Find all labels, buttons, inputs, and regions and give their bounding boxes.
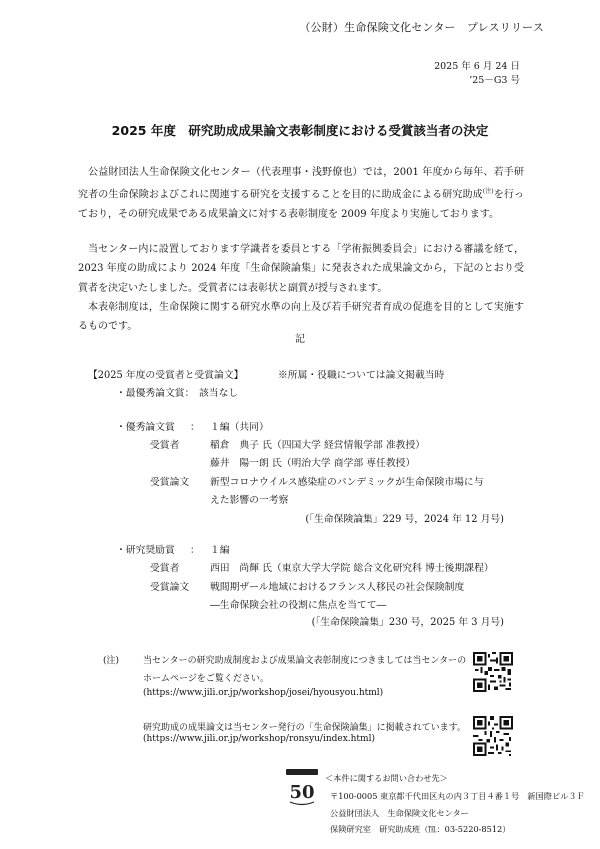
- intro-paragraph-3: 本表彰制度は，生命保険に関する研究水準の向上及び若手研究者育成の促進を目的として実施するものです。: [78, 302, 524, 333]
- note-1-line-2: ホームページをご覧ください。: [143, 674, 269, 684]
- encourage-paper-title-1: 戦間期ザール地域におけるフランス人移民の社会保険制度: [210, 582, 465, 593]
- excellent-award-count: １編（共同）: [210, 422, 269, 433]
- intro-p1-b: を行っており，その研究成果である成果論文に対する表彰制度を 2009 年度より実施しております。: [78, 189, 525, 220]
- contact-heading: ＜本件に関するお問い合わせ先＞: [325, 773, 448, 783]
- encourage-paper-label: 受賞論文: [150, 582, 190, 593]
- excellent-award-colon: ：: [190, 422, 200, 433]
- encourage-winner-label: 受賞者: [150, 563, 180, 574]
- excellent-winner-1: 稲倉 典子 氏（四国大学 経営情報学部 准教授）: [210, 440, 426, 451]
- note-2-url-link[interactable]: (https://www.jili.or.jp/workshop/ronsyu/index.html): [143, 734, 375, 744]
- note-2-line-1: 研究助成の成果論文は当センター発行の「生命保険論集」に掲載されています。: [143, 723, 466, 733]
- anniversary-logo: [282, 768, 322, 808]
- press-release-header: （公財）生命保険文化センター プレスリリース: [299, 21, 544, 34]
- qr-code-icon: [473, 716, 513, 756]
- anniversary-logo-text: 50: [289, 782, 315, 803]
- top-award-label: ・最優秀論文賞：: [116, 388, 195, 399]
- excellent-winner-2: 藤井 陽一朗 氏（明治大学 商学部 専任教授）: [210, 458, 416, 469]
- excellent-award-label: ・優秀論文賞: [116, 422, 175, 433]
- note-1-url-link[interactable]: (https://www.jili.or.jp/workshop/josei/hyousyou.html): [143, 688, 384, 698]
- intro-paragraph-1: [78, 163, 524, 224]
- top-award-value: 該当なし: [199, 388, 239, 399]
- encourage-paper-title-2: ―生命保険会社の役割に焦点を当てて―: [210, 600, 387, 611]
- qr-code-icon: [473, 652, 513, 692]
- intro-p1-a: 公益財団法人生命保険文化センター（代表理事・浅野僚也）では，2001 年度から毎年、若手研究者の生命保険およびこれに関連する研究を支援することを目的に助成金による研究助成: [78, 167, 524, 201]
- contact-department: 保険研究室 研究助成班（℡：03-5220-8512）: [330, 824, 511, 834]
- excellent-paper-label: 受賞論文: [150, 477, 190, 488]
- encourage-award-count: １編: [210, 545, 230, 556]
- contact-organization: 公益財団法人 生命保険文化センター: [330, 808, 469, 818]
- excellent-paper-title-1: 新型コロナウイルス感染症のパンデミックが生命保険市場に与: [210, 477, 484, 488]
- encourage-paper-source: (「生命保険論集」230 号，2025 年 3 月号): [311, 617, 504, 628]
- intro-paragraph-2: 当センター内に設置しております学識者を委員とする「学術振興委員会」における審議を経て，2023 年度の助成により 2024 年度「生命保険論集」に発表された成果論文から，下記のとおり受賞者を決定いたしました。受賞者には表彰状と副賞が授与されます。: [78, 244, 524, 294]
- release-date: 2025 年 6 月 24 日: [434, 61, 520, 72]
- document-number: ’25－G3 号: [469, 75, 520, 86]
- contact-address: 〒100-0005 東京都千代田区丸の内３丁目４番１号 新国際ビル３Ｆ: [330, 791, 585, 801]
- page-title: 2025 年度 研究助成成果論文表彰制度における受賞該当者の決定: [111, 123, 489, 138]
- note-marker: (注): [482, 188, 494, 196]
- notes-label: (注): [103, 656, 120, 666]
- awards-heading: 【2025 年度の受賞者と受賞論文】: [88, 370, 244, 381]
- encourage-winner: 西田 尚輝 氏（東京大学大学院 総合文化研究科 博士後期課程）: [210, 563, 494, 574]
- excellent-paper-source: (「生命保険論集」229 号，2024 年 12 月号): [305, 514, 504, 525]
- excellent-winner-label: 受賞者: [150, 440, 180, 451]
- awards-note: ※所属・役職については論文掲載当時: [278, 370, 445, 381]
- encourage-award-colon: ：: [190, 545, 200, 556]
- ki-heading: 記: [295, 334, 305, 345]
- excellent-paper-title-2: えた影響の一考察: [210, 495, 289, 506]
- encourage-award-label: ・研究奨励賞: [116, 545, 175, 556]
- note-1-line-1: 当センターの研究助成制度および成果論文表彰制度につきましては当センターの: [143, 656, 467, 666]
